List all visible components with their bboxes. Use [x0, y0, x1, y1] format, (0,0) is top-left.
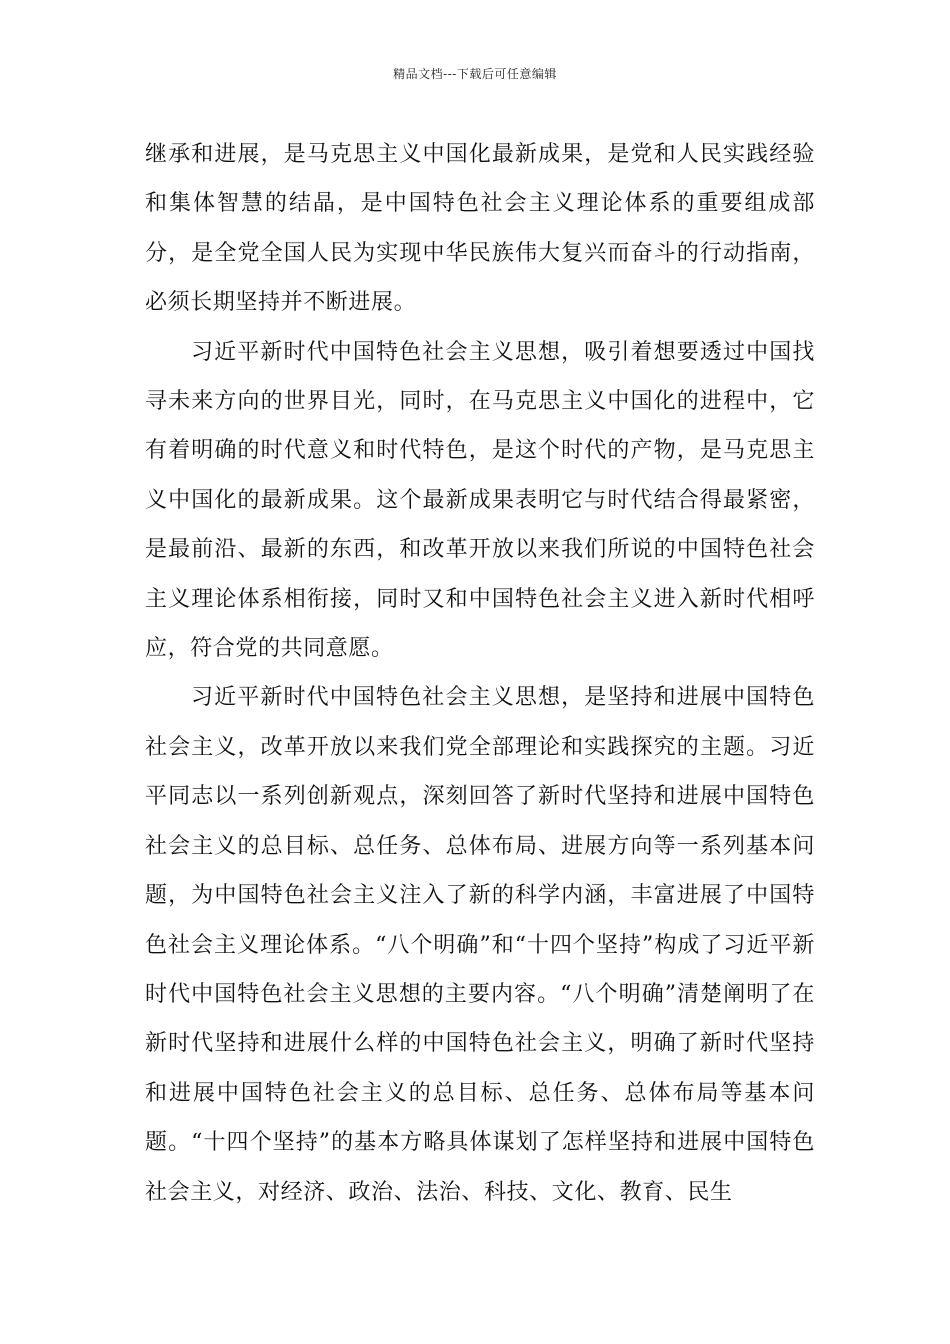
paragraph-1: 继承和进展，是马克思主义中国化最新成果，是党和人民实践经验和集体智慧的结晶，是中国特色社会主义理论体系的重要组成部分，是全党全国人民为实现中华民族伟大复兴而奋斗的行动指南，必须长期坚持并不断进展。 [145, 142, 815, 316]
paragraph-2: 习近平新时代中国特色社会主义思想，吸引着想要透过中国找寻未来方向的世界目光，同时，在马克思主义中国化的进程中，它有着明确的时代意义和时代特色，是这个时代的产物，是马克思主义中国化的最新成果。这个最新成果表明它与时代结合得最紧密，是最前沿、最新的东西，和改革开放以来我们所说的中国特色社会主义理论体系相衔接，同时又和中国特色社会主义进入新时代相呼应，符合党的共同意愿。 [145, 339, 815, 662]
page-header: 精品文档---下载后可任意编辑 [393, 67, 557, 81]
document-body [145, 130, 815, 1217]
paragraph-3: 习近平新时代中国特色社会主义思想，是坚持和进展中国特色社会主义，改革开放以来我们党全部理论和实践探究的主题。习近平同志以一系列创新观点，深刻回答了新时代坚持和进展中国特色社会主义的总目标、总任务、总体布局、进展方向等一系列基本问题，为中国特色社会主义注入了新的科学内涵，丰富进展了中国特色社会主义理论体系。“八个明确”和“十四个坚持”构成了习近平新时代中国特色社会主义思想的主要内容。“八个明确”清楚阐明了在新时代坚持和进展什么样的中国特色社会主义，明确了新时代坚持和进展中国特色社会主义的总目标、总任务、总体布局等基本问题。“十四个坚持”的基本方略具体谋划了怎样坚持和进展中国特色社会主义，对经济、政治、法治、科技、文化、教育、民生 [145, 685, 815, 1205]
